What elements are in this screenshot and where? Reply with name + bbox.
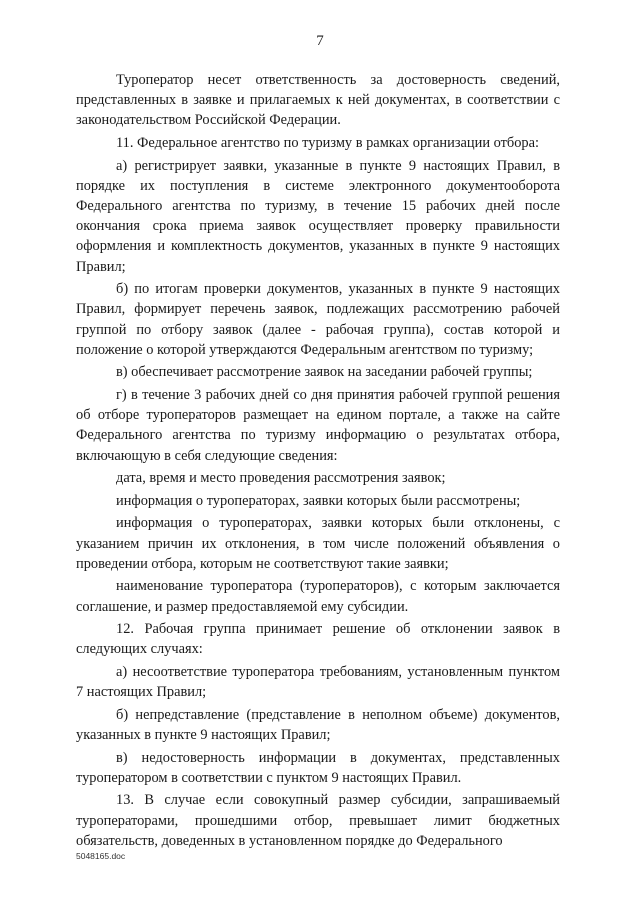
paragraph-info-date: дата, время и место проведения рассмотрения заявок; <box>116 470 446 487</box>
paragraph-info-agreement: наименование туроператора (туроператоров), с которым заключается соглашение, и размер предоставляемой ему субсидии. <box>76 578 560 615</box>
paragraph-operator-responsibility: Туроператор несет ответственность за достоверность сведений, представленных в заявке и прилагаемых к ней документах, в соответствии с законодательством Российской Федерации. <box>76 72 560 129</box>
page-number: 7 <box>316 33 324 49</box>
paragraph-clause-12-v: в) недостоверность информации в документах, представленных туроператором в соответствии с пунктом 9 настоящих Правил. <box>76 749 560 786</box>
paragraph-clause-11-g: г) в течение 3 рабочих дней со дня принятия рабочей группой решения об отборе туроператоров размещает на едином портале, а также на сайте Федерального агентства по туризму информацию о результатах отбора, включающую в себя следующие сведения: <box>76 387 560 464</box>
footer-doc-code: 5048165.doc <box>76 851 126 861</box>
paragraph-clause-12-b: б) непредставление (представление в неполном объеме) документов, указанных в пункте 9 настоящих Правил; <box>76 706 560 743</box>
paragraph-clause-11-v: в) обеспечивает рассмотрение заявок на заседании рабочей группы; <box>116 364 533 381</box>
paragraph-clause-11-a: а) регистрирует заявки, указанные в пункте 9 настоящих Правил, в порядке их поступления в системе электронного документооборота Федерального агентства по туризму, в течение 15 рабочих дней после окончания срока приема заявок осуществляет проверку правильности оформления и комплектность документов, указанных в пункте 9 настоящих Правил; <box>76 157 560 275</box>
paragraph-clause-13: 13. В случае если совокупный размер субсидии, запрашиваемый туроператорами, прошедшими отбор, превышает лимит бюджетных обязательств, доведенных в установленном порядке до Федерального <box>76 792 560 849</box>
paragraph-info-rejected: информация о туроператорах, заявки которых были отклонены, с указанием причин их отклонения, в том числе положений объявления о проведении отбора, которым не соответствуют такие заявки; <box>76 515 560 572</box>
paragraph-info-reviewed: информация о туроператорах, заявки которых были рассмотрены; <box>116 492 521 509</box>
paragraph-clause-11-b: б) по итогам проверки документов, указанных в пункте 9 настоящих Правил, формирует перечень заявок, подлежащих рассмотрению рабочей группой по отбору заявок (далее - рабочая группа), состав которой и положение о которой утверждаются Федеральным агентством по туризму; <box>76 281 560 358</box>
paragraph-clause-12: 12. Рабочая группа принимает решение об отклонении заявок в следующих случаях: <box>76 621 560 658</box>
paragraph-clause-12-a: а) несоответствие туроператора требованиям, установленным пунктом 7 настоящих Правил; <box>76 663 560 701</box>
paragraph-clause-11: 11. Федеральное агентство по туризму в рамках организации отбора: <box>116 135 540 151</box>
document-body <box>76 70 560 853</box>
